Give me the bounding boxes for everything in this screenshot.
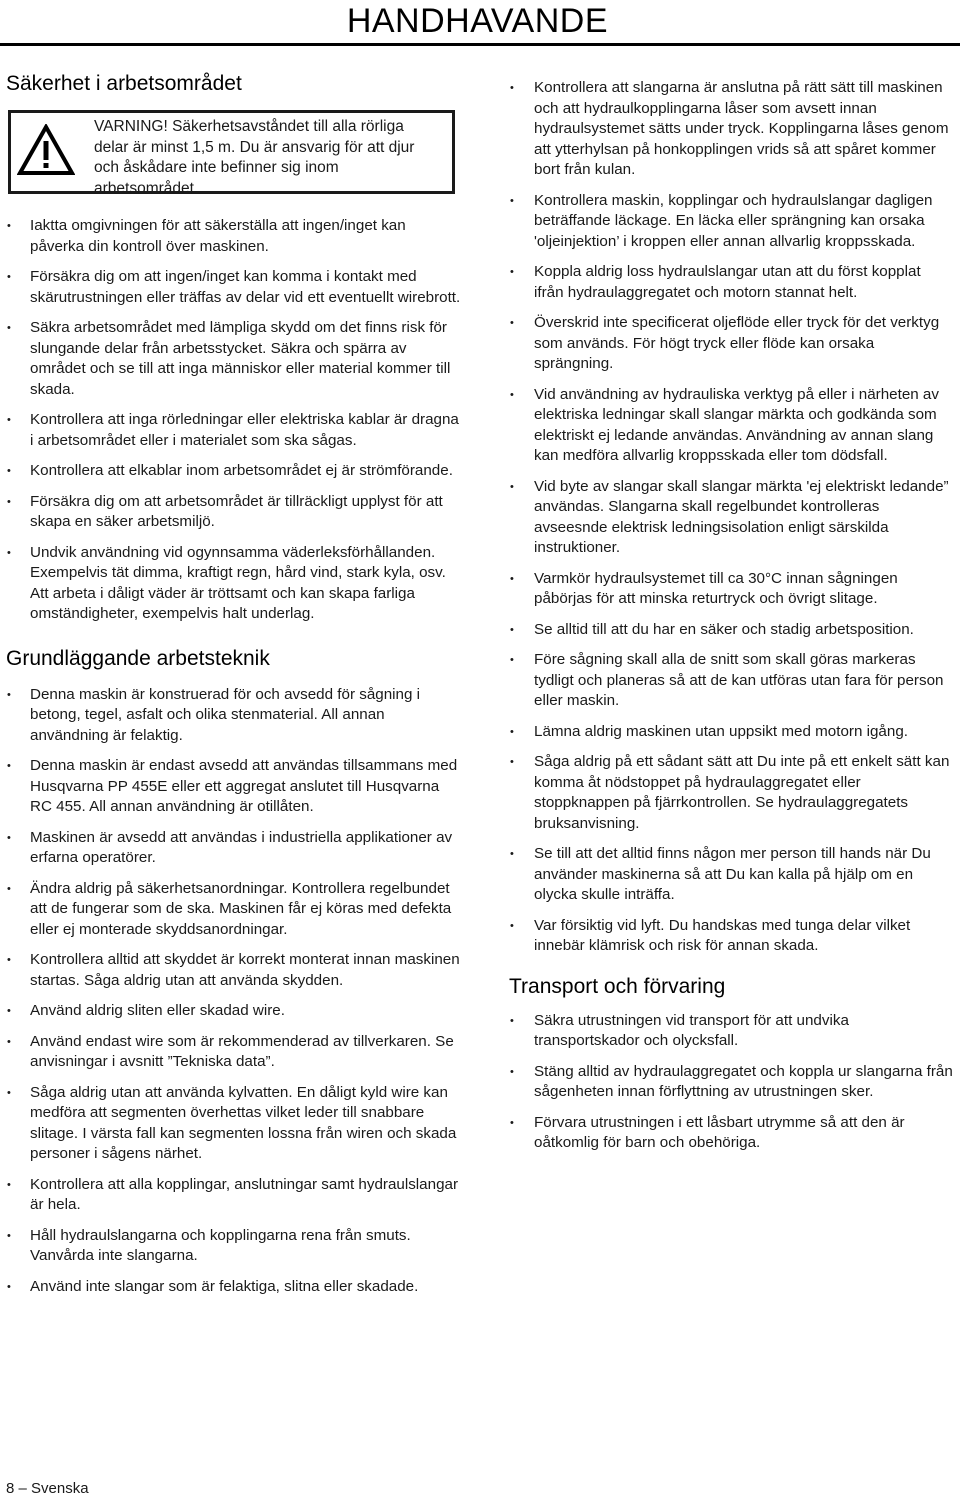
transport-list [509,1011,954,1154]
list-item: • Försäkra dig om att arbetsområdet är tillräckligt upplyst för att skapa en säker arbetsmiljö. [6,492,461,533]
list-item: • Se till att det alltid finns någon mer person till hands när Du använder maskinerna så att Du kan kalla på hjälp om en olycka skulle inträffa. [509,844,954,906]
list-item: • Kontrollera maskin, kopplingar och hydraulslangar dagligen beträffande läckage. En läcka eller sprängning kan orsaka 'oljeinjektion’ i kroppen eller annan allvarlig kroppsskada. [509,191,954,253]
list-item: • Koppla aldrig loss hydraulslangar utan att du först kopplat ifrån hydraulaggregatet och motorn stannat helt. [509,262,954,303]
list-item: • Ändra aldrig på säkerhetsanordningar. Kontrollera regelbundet att de fungerar som de ska. Maskinen får ej köras med defekta eller ej monterade skyddsanordningar. [6,879,461,941]
list-item: • Kontrollera att alla kopplingar, anslutningar samt hydraulslangar är hela. [6,1175,461,1216]
page-footer: 8 – Svenska [6,1480,89,1497]
list-item: • Denna maskin är konstruerad för och avsedd för sågning i betong, tegel, asfalt och olika stenmaterial. All annan användning är felaktig. [6,685,461,747]
list-item: • Denna maskin är endast avsedd att användas tillsammans med Husqvarna PP 455E eller ett aggregat anslutet till Husqvarna RC 455. All annan användning är otillåten. [6,756,461,818]
list-item: • Såga aldrig på ett sådant sätt att Du inte på ett enkelt sätt kan komma åt nödstoppet på hydraulaggregatet eller stoppknappen på fjärrkontrollen. Se hydraulaggregatets bruksanvisning. [509,752,954,834]
list-item: • Kontrollera att elkablar inom arbetsområdet ej är strömförande. [6,461,461,482]
list-item: • Säkra utrustningen vid transport för att undvika transportskador och olycksfall. [509,1011,954,1052]
list-item: • Se alltid till att du har en säker och stadig arbetsposition. [509,620,954,641]
list-item: • Stäng alltid av hydraulaggregatet och koppla ur slangarna från sågenheten innan förflyttning av utrustningen sker. [509,1062,954,1103]
list-item: • Varmkör hydraulsystemet till ca 30°C innan sågningen påbörjas för att minska returtryck och övrigt slitage. [509,569,954,610]
list-item: • Lämna aldrig maskinen utan uppsikt med motorn igång. [509,722,954,743]
list-item: • Undvik användning vid ogynnsamma väderleksförhållanden. Exempelvis tät dimma, kraftigt regn, hård vind, stark kyla, osv. Att arbeta i dåligt väder är tröttsamt och kan skapa farliga omständigheter, exempelvis halt underlag. [6,543,461,625]
list-item: • Använd aldrig sliten eller skadad wire. [6,1001,461,1022]
list-item: • Använd endast wire som är rekommenderad av tillverkaren. Se anvisningar i avsnitt ”Tekniska data”. [6,1032,461,1073]
list-item: • Säkra arbetsområdet med lämpliga skydd om det finns risk för slungande delar från arbetsstycket. Säkra och spärra av området och se till att inga människor eller material kommer till skada. [6,318,461,400]
list-item: • Förvara utrustningen i ett låsbart utrymme så att den är oåtkomlig för barn och obehöriga. [509,1113,954,1154]
section-title-transport: Transport och förvaring [509,974,726,998]
warning-text: VARNING! Säkerhetsavståndet till alla rörliga delar är minst 1,5 m. Du är ansvarig för att djur och åskådare inte befinner sig inom arbetsområdet. [94,118,415,197]
list-item: • Vid byte av slangar skall slangar märkta 'ej elektriskt ledande” användas. Slangarna skall regelbundet kontrolleras avseesnde elektrisk ledningsisolation enligt särskilda instruktioner. [509,477,954,559]
list-item: • Före sågning skall alla de snitt som skall göras markeras tydligt och planeras så att de kan utföras utan fara för person eller maskin. [509,650,954,712]
list-item: • Kontrollera att inga rörledningar eller elektriska kablar är dragna i arbetsområdet eller i materialet som ska sågas. [6,410,461,451]
list-item: • Kontrollera alltid att skyddet är korrekt monterat innan maskinen startas. Såga aldrig utan att använda skydden. [6,950,461,991]
hydraulics-list [509,78,954,957]
list-item: • Såga aldrig utan att använda kylvatten. En dåligt kyld wire kan medföra att segmenten överhettas vilket leder till snabbare slitage. I värsta fall kan segmenten lossna från wiren och skada personer i sågens närhet. [6,1083,461,1165]
section-title-safety: Säkerhet i arbetsområdet [6,72,242,95]
list-item: • Iaktta omgivningen för att säkerställa att ingen/inget kan påverka din kontroll över maskinen. [6,216,461,257]
warning-triangle-icon [17,124,75,176]
list-item: • Försäkra dig om att ingen/inget kan komma i kontakt med skärutrustningen eller träffas av delar vid ett eventuellt wirebrott. [6,267,461,308]
basic-technique-list [6,685,461,1298]
list-item: • Använd inte slangar som är felaktiga, slitna eller skadade. [6,1277,461,1298]
list-item: • Kontrollera att slangarna är anslutna på rätt sätt till maskinen och att hydraulkopplingarna låser som avsett innan hydraulsystemet sätts under tryck. Kopplingarna låses genom att ytterhylsan på honkopplingen vrids så att spåret kommer bort från kulan. [509,78,954,181]
right-column [509,78,954,1164]
list-item: • Håll hydraulslangarna och kopplingarna rena från smuts. Vanvårda inte slangarna. [6,1226,461,1267]
section-title-basic-technique: Grundläggande arbetsteknik [6,646,270,670]
warning-box [8,110,455,197]
list-item: • Överskrid inte specificerat oljeflöde eller tryck för det verktyg som används. För högt tryck eller flöde kan orsaka sprängning. [509,313,954,375]
list-item: • Vid användning av hydrauliska verktyg på eller i närheten av elektriska ledningar skall slangar märkta och godkända som elektriskt ej ledande användas. Användning av annan slang kan medföra allvarlig kroppsskada eller tom dödsfall. [509,385,954,467]
page-header-title: HANDHAVANDE [346,2,608,40]
header-divider [0,43,960,46]
list-item: • Var försiktig vid lyft. Du handskas med tunga delar vilket innebär klämrisk och risk för annan skada. [509,916,954,957]
list-item: • Maskinen är avsedd att användas i industriella applikationer av erfarna operatörer. [6,828,461,869]
left-column [6,72,461,1307]
safety-list [6,216,461,625]
